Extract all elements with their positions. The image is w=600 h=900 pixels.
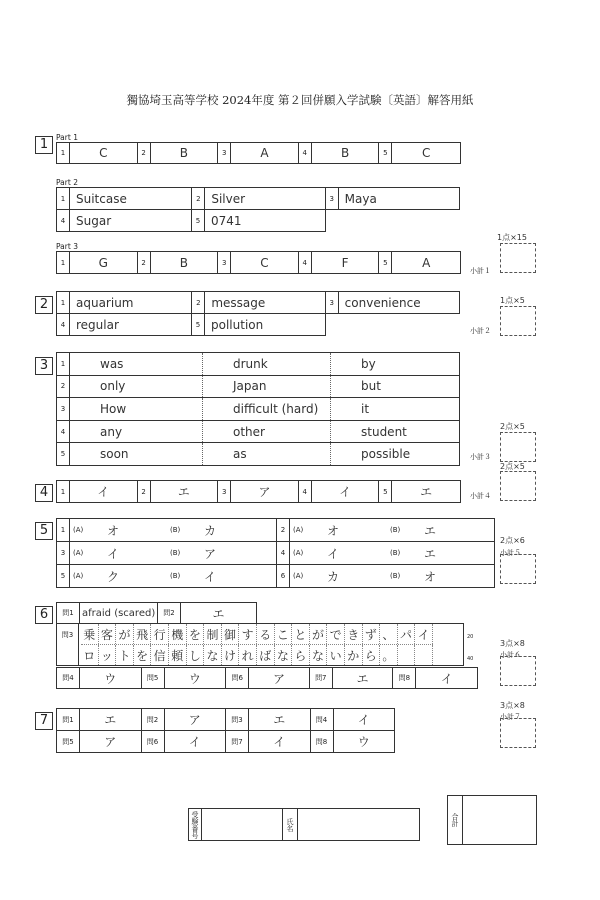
answer-cell[interactable]: 4 (A) イ (B) エ bbox=[277, 542, 494, 564]
points-note: 2点×5 bbox=[500, 422, 525, 431]
grid-cell: 信 bbox=[151, 645, 169, 665]
grid-cell: と bbox=[292, 624, 310, 644]
s3-table bbox=[56, 352, 460, 466]
grid-cell: き bbox=[345, 624, 363, 644]
answer-cell[interactable]: 3 Maya bbox=[326, 188, 459, 209]
grid-cell: 機 bbox=[169, 624, 187, 644]
grid-cell: ず bbox=[363, 624, 381, 644]
answer-cell[interactable]: 1 aquarium bbox=[57, 292, 192, 313]
s6-q3-box[interactable]: 問3 乗 客 が 飛 行 機 を 制 御 す る こ と が で き ず 、 パ イ ロ ッ ト を 信 頼 し な け れ ば な ら な い か ら 。 bbox=[56, 623, 464, 666]
answer-cell[interactable]: 問7 イ bbox=[226, 731, 311, 752]
answer-cell[interactable]: 問6 イ bbox=[142, 731, 227, 752]
grid-cell: ら bbox=[363, 645, 381, 665]
answer-cell[interactable]: 1 Suitcase bbox=[57, 188, 192, 209]
char-count-20: 20 bbox=[467, 634, 474, 640]
answer-cell[interactable]: 4 B bbox=[299, 143, 380, 163]
answer-cell[interactable]: 1 イ bbox=[57, 481, 138, 502]
grid-cell: ら bbox=[292, 645, 310, 665]
grid-cell: 客 bbox=[99, 624, 117, 644]
grid-cell: 乗 bbox=[81, 624, 99, 644]
answer-cell[interactable]: 問1 afraid (scared) bbox=[57, 603, 158, 623]
answer-cell[interactable]: 5 pollution bbox=[192, 314, 325, 335]
answer-cell[interactable]: 5 0741 bbox=[192, 210, 325, 231]
subtotal-label: 小計２ bbox=[470, 327, 491, 335]
exam-number-field[interactable] bbox=[202, 809, 283, 840]
answer-cell[interactable]: 3 A bbox=[218, 143, 299, 163]
s7-row-1 bbox=[56, 708, 395, 731]
answer-cell[interactable]: 問5 ウ bbox=[142, 668, 227, 688]
answer-cell[interactable]: 3 convenience bbox=[326, 292, 459, 313]
grid-cell: が bbox=[116, 624, 134, 644]
subtotal-label: 小計１ bbox=[470, 267, 491, 275]
grid-cell: な bbox=[275, 645, 293, 665]
section-6-number: 6 bbox=[35, 606, 53, 624]
subtotal-label: 小計６ bbox=[500, 651, 521, 659]
s2-row-2 bbox=[56, 313, 326, 336]
points-note: 3点×8 bbox=[500, 639, 525, 648]
answer-cell[interactable]: 3 C bbox=[218, 252, 299, 273]
grid-cell: か bbox=[345, 645, 363, 665]
grid-cell: 飛 bbox=[134, 624, 152, 644]
points-note: 2点×5 bbox=[500, 462, 525, 471]
answer-cell[interactable]: 4 イ bbox=[299, 481, 380, 502]
section-4-number: 4 bbox=[35, 484, 53, 502]
total-label: 合計 bbox=[448, 796, 463, 844]
subtotal-label: 小計４ bbox=[470, 492, 491, 500]
points-note: 1点×15 bbox=[497, 233, 527, 242]
answer-cell[interactable]: 問1 エ bbox=[57, 709, 142, 730]
s5-table bbox=[56, 518, 495, 588]
grid-cell: イ bbox=[415, 624, 433, 644]
grid-cell bbox=[398, 645, 416, 665]
subtotal-box[interactable] bbox=[500, 306, 536, 336]
s4-row bbox=[56, 480, 461, 503]
subtotal-box[interactable] bbox=[500, 471, 536, 501]
grid-cell bbox=[415, 645, 433, 665]
points-note: 2点×6 bbox=[500, 536, 525, 545]
grid-cell: ロ bbox=[81, 645, 99, 665]
grid-cell: ト bbox=[116, 645, 134, 665]
answer-cell[interactable]: 3 (A) イ (B) ア bbox=[57, 542, 277, 564]
answer-cell[interactable]: 4 F bbox=[299, 252, 380, 273]
answer-cell[interactable]: 問4 ウ bbox=[57, 668, 142, 688]
table-row bbox=[57, 519, 494, 542]
name-field[interactable] bbox=[298, 809, 419, 840]
grid-cell: 、 bbox=[380, 624, 398, 644]
table-row: 1 was drunk by bbox=[57, 353, 459, 376]
grid-cell: 御 bbox=[222, 624, 240, 644]
grid-cell: 制 bbox=[204, 624, 222, 644]
total-box bbox=[447, 795, 537, 845]
points-note: 1点×5 bbox=[500, 296, 525, 305]
answer-cell[interactable]: 2 Silver bbox=[192, 188, 325, 209]
subtotal-box[interactable] bbox=[500, 554, 536, 584]
subtotal-box[interactable] bbox=[500, 718, 536, 748]
answer-cell[interactable]: 問4 イ bbox=[311, 709, 395, 730]
s7-row-2 bbox=[56, 730, 395, 753]
page-title: 獨協埼玉高等学校 2024年度 第２回併願入学試験〔英語〕解答用紙 bbox=[126, 93, 474, 107]
subtotal-label: 小計５ bbox=[500, 549, 521, 557]
char-count-40: 40 bbox=[467, 656, 474, 662]
exam-number-label: 受験番号 bbox=[189, 809, 202, 840]
grid-cell: ッ bbox=[99, 645, 117, 665]
student-info-box bbox=[188, 808, 420, 841]
grid-cell: 行 bbox=[151, 624, 169, 644]
answer-cell[interactable]: 問6 ア bbox=[226, 668, 310, 688]
answer-cell[interactable]: 2 B bbox=[138, 252, 219, 273]
part2-row-2 bbox=[56, 209, 326, 232]
subtotal-label: 小計３ bbox=[470, 453, 491, 461]
name-label: 氏名 bbox=[283, 809, 298, 840]
part3-label: Part 3 bbox=[56, 242, 78, 251]
grid-cell: れ bbox=[239, 645, 257, 665]
part2-row-1 bbox=[56, 187, 460, 210]
subtotal-box[interactable] bbox=[500, 432, 536, 462]
subtotal-label: 小計７ bbox=[500, 713, 521, 721]
table-row bbox=[57, 542, 494, 565]
subtotal-box[interactable] bbox=[500, 656, 536, 686]
answer-cell[interactable]: 問2 ア bbox=[142, 709, 227, 730]
table-row: 5 soon as possible bbox=[57, 443, 459, 465]
grid-cell: け bbox=[222, 645, 240, 665]
answer-cell[interactable]: 問8 イ bbox=[393, 668, 477, 688]
answer-cell[interactable]: 問3 エ bbox=[226, 709, 311, 730]
answer-cell[interactable]: 2 B bbox=[138, 143, 219, 163]
answer-cell[interactable]: 5 A bbox=[379, 252, 460, 273]
grid-cell: で bbox=[327, 624, 345, 644]
answer-cell[interactable]: 4 regular bbox=[57, 314, 192, 335]
section-5-number: 5 bbox=[35, 522, 53, 540]
answer-cell[interactable]: 6 (A) カ (B) オ bbox=[277, 565, 494, 587]
grid-line-1 bbox=[81, 624, 433, 645]
grid-cell: る bbox=[257, 624, 275, 644]
grid-cell: パ bbox=[398, 624, 416, 644]
answer-cell[interactable]: 5 エ bbox=[379, 481, 460, 502]
grid-cell: い bbox=[327, 645, 345, 665]
s2-row-1 bbox=[56, 291, 460, 314]
grid-cell: 。 bbox=[380, 645, 398, 665]
answer-cell[interactable]: 問5 ア bbox=[57, 731, 142, 752]
subtotal-box[interactable] bbox=[500, 243, 536, 273]
answer-cell[interactable]: 3 ア bbox=[218, 481, 299, 502]
grid-cell: ば bbox=[257, 645, 275, 665]
points-note: 3点×8 bbox=[500, 701, 525, 710]
grid-cell: 頼 bbox=[169, 645, 187, 665]
answer-cell[interactable]: 2 (A) オ (B) エ bbox=[277, 519, 494, 541]
grid-cell: を bbox=[187, 624, 205, 644]
table-row: 2 only Japan but bbox=[57, 376, 459, 399]
grid-cell: を bbox=[134, 645, 152, 665]
answer-cell[interactable]: 1 G bbox=[57, 252, 138, 273]
answer-cell[interactable]: 問2 エ bbox=[158, 603, 256, 623]
grid-cell: な bbox=[204, 645, 222, 665]
answer-cell[interactable]: 2 エ bbox=[138, 481, 219, 502]
table-row: 4 any other student bbox=[57, 421, 459, 444]
answer-cell[interactable]: 問8 ウ bbox=[311, 731, 395, 752]
writing-grid bbox=[79, 624, 463, 665]
part1-row bbox=[56, 142, 461, 164]
table-row bbox=[57, 565, 494, 587]
grid-cell: な bbox=[310, 645, 328, 665]
answer-cell[interactable]: 4 Sugar bbox=[57, 210, 192, 231]
grid-cell: す bbox=[239, 624, 257, 644]
answer-cell[interactable]: 問7 エ bbox=[310, 668, 394, 688]
answer-cell[interactable]: 1 C bbox=[57, 143, 138, 163]
section-3-number: 3 bbox=[35, 357, 53, 375]
s6-row-3 bbox=[56, 667, 478, 689]
answer-cell[interactable]: 5 C bbox=[379, 143, 460, 163]
section-2-number: 2 bbox=[35, 296, 53, 314]
total-field[interactable] bbox=[463, 796, 536, 844]
section-7-number: 7 bbox=[35, 712, 53, 730]
grid-line-2 bbox=[81, 645, 433, 665]
grid-cell: が bbox=[310, 624, 328, 644]
section-1-number: 1 bbox=[35, 136, 53, 154]
answer-cell[interactable]: 2 message bbox=[192, 292, 325, 313]
answer-cell[interactable]: 5 (A) ク (B) イ bbox=[57, 565, 277, 587]
part3-row bbox=[56, 251, 461, 274]
part2-label: Part 2 bbox=[56, 178, 78, 187]
grid-cell: こ bbox=[275, 624, 293, 644]
part1-label: Part 1 bbox=[56, 133, 78, 142]
table-row: 3 How difficult (hard) it bbox=[57, 398, 459, 421]
answer-cell[interactable]: 1 (A) オ (B) カ bbox=[57, 519, 277, 541]
s6-row-1 bbox=[56, 602, 257, 624]
grid-cell: し bbox=[187, 645, 205, 665]
